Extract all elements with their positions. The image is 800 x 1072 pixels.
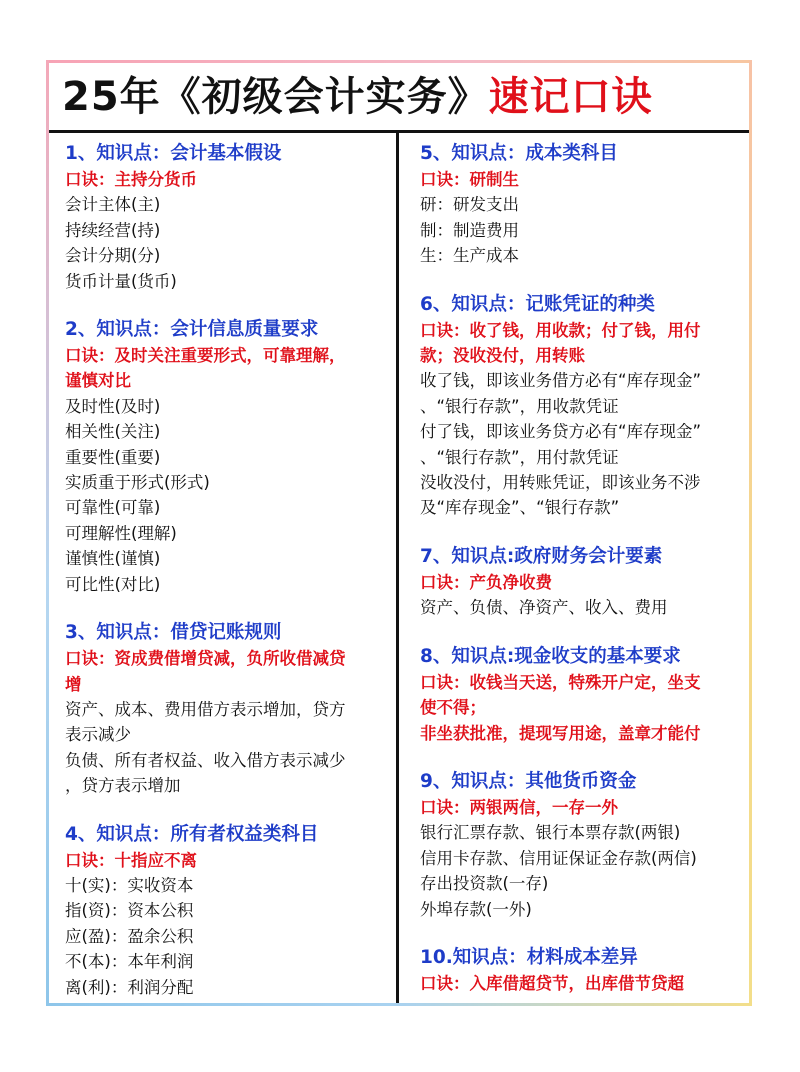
knowledge-section bbox=[65, 141, 390, 294]
left-column bbox=[65, 133, 390, 1000]
frame-border-bottom bbox=[46, 1003, 752, 1006]
detail-line: 制：制造费用 bbox=[420, 220, 519, 240]
section-heading: 4、知识点：所有者权益类科目 bbox=[65, 823, 319, 845]
section-heading: 7、知识点:政府财务会计要素 bbox=[420, 545, 663, 567]
section-heading: 5、知识点：成本类科目 bbox=[420, 143, 618, 164]
section-heading: 10.知识点：材料成本差异 bbox=[420, 946, 638, 968]
detail-line: 会计分期(分) bbox=[65, 246, 161, 266]
mnemonic-line: 增 bbox=[65, 674, 82, 694]
section-heading: 3、知识点：借贷记账规则 bbox=[65, 622, 282, 644]
detail-line: 表示减少 bbox=[65, 725, 131, 745]
detail-line: 十(实)：实收资本 bbox=[65, 875, 194, 895]
mnemonic-line: 款；没收没付，用转账 bbox=[420, 346, 585, 366]
detail-line: 信用卡存款、信用证保证金存款(两信) bbox=[420, 848, 697, 868]
mnemonic-line: 口诀：收了钱，用收款；付了钱，用付 bbox=[420, 320, 701, 340]
detail-line: 离(利)：利润分配 bbox=[65, 977, 194, 997]
detail-line: 资产、成本、费用借方表示增加，贷方 bbox=[65, 699, 346, 719]
mnemonic-line: 非坐获批准，提现写用途，盖章才能付 bbox=[420, 723, 701, 743]
mnemonic-line: 口诀：及时关注重要形式，可靠理解， bbox=[65, 346, 346, 366]
detail-line: 付了钱，即该业务贷方必有“库存现金” bbox=[420, 422, 702, 442]
detail-line: 及时性(及时) bbox=[65, 396, 161, 416]
mnemonic-line: 口诀：资成费借增贷减，负所收借减贷 bbox=[65, 649, 346, 669]
right-column bbox=[420, 133, 745, 996]
frame-border-right bbox=[749, 60, 752, 1006]
detail-line: 负债、所有者权益、收入借方表示减少 bbox=[65, 750, 346, 770]
detail-line: 研：研发支出 bbox=[420, 195, 519, 215]
detail-line: 货币计量(货币) bbox=[65, 271, 177, 291]
detail-line: 、“银行存款”，用收款凭证 bbox=[420, 396, 619, 416]
detail-line: 可理解性(理解) bbox=[65, 523, 177, 543]
frame-border-top bbox=[46, 60, 752, 63]
mnemonic-line: 口诀：主持分货币 bbox=[65, 170, 197, 189]
mnemonic-line: 口诀：入库借超贷节，出库借节贷超 bbox=[420, 973, 684, 993]
detail-line: 、“银行存款”，用付款凭证 bbox=[420, 447, 619, 467]
detail-line: ，贷方表示增加 bbox=[65, 776, 181, 796]
section-heading: 6、知识点：记账凭证的种类 bbox=[420, 293, 655, 315]
knowledge-section bbox=[65, 317, 390, 597]
page-title bbox=[62, 68, 742, 126]
detail-line: 相关性(关注) bbox=[65, 422, 161, 442]
mnemonic-line: 谨慎对比 bbox=[65, 371, 131, 391]
detail-line: 重要性(重要) bbox=[65, 447, 161, 467]
knowledge-section bbox=[420, 644, 745, 746]
title-main: 25年《初级会计实务》 bbox=[62, 74, 489, 120]
detail-line: 存出投资款(一存) bbox=[420, 874, 549, 894]
detail-line: 收了钱，即该业务借方必有“库存现金” bbox=[420, 371, 702, 391]
section-heading: 1、知识点：会计基本假设 bbox=[65, 143, 282, 164]
mnemonic-line: 口诀：产负净收费 bbox=[420, 572, 552, 592]
detail-line: 资产、负债、净资产、收入、费用 bbox=[420, 598, 668, 618]
section-heading: 8、知识点:现金收支的基本要求 bbox=[420, 645, 681, 667]
content-frame bbox=[46, 60, 752, 1006]
detail-line: 会计主体(主) bbox=[65, 195, 161, 215]
detail-line: 外埠存款(一外) bbox=[420, 899, 532, 919]
mnemonic-line: 口诀：收钱当天送，特殊开户定，坐支 bbox=[420, 672, 701, 692]
detail-line: 谨慎性(谨慎) bbox=[65, 549, 161, 569]
detail-line: 指(资)：资本公积 bbox=[65, 901, 194, 921]
knowledge-section bbox=[420, 141, 745, 269]
mnemonic-line: 口诀：十指应不离 bbox=[65, 850, 197, 870]
knowledge-section bbox=[420, 544, 745, 621]
column-divider bbox=[396, 133, 399, 1003]
title-highlight: 速记口诀 bbox=[488, 74, 653, 120]
mnemonic-line: 口诀：研制生 bbox=[420, 170, 519, 189]
detail-line: 实质重于形式(形式) bbox=[65, 473, 210, 493]
knowledge-section bbox=[420, 292, 745, 521]
detail-line: 应(盈)：盈余公积 bbox=[65, 926, 194, 946]
mnemonic-line: 使不得； bbox=[420, 698, 486, 718]
detail-line: 持续经营(持) bbox=[65, 220, 161, 240]
knowledge-section bbox=[65, 620, 390, 798]
detail-line: 银行汇票存款、银行本票存款(两银) bbox=[420, 823, 681, 843]
mnemonic-line: 口诀：两银两信，一存一外 bbox=[420, 797, 618, 817]
knowledge-section bbox=[420, 769, 745, 922]
detail-line: 生：生产成本 bbox=[420, 246, 519, 266]
detail-line: 可比性(对比) bbox=[65, 574, 161, 594]
detail-line: 不(本)：本年利润 bbox=[65, 952, 194, 972]
detail-line: 可靠性(可靠) bbox=[65, 498, 161, 518]
detail-line: 及“库存现金”、“银行存款” bbox=[420, 498, 620, 518]
knowledge-section bbox=[65, 822, 390, 1000]
section-heading: 9、知识点：其他货币资金 bbox=[420, 770, 637, 792]
frame-border-left bbox=[46, 60, 49, 1006]
knowledge-section bbox=[420, 945, 745, 996]
section-heading: 2、知识点：会计信息质量要求 bbox=[65, 319, 319, 341]
detail-line: 没收没付，用转账凭证，即该业务不涉 bbox=[420, 473, 701, 493]
